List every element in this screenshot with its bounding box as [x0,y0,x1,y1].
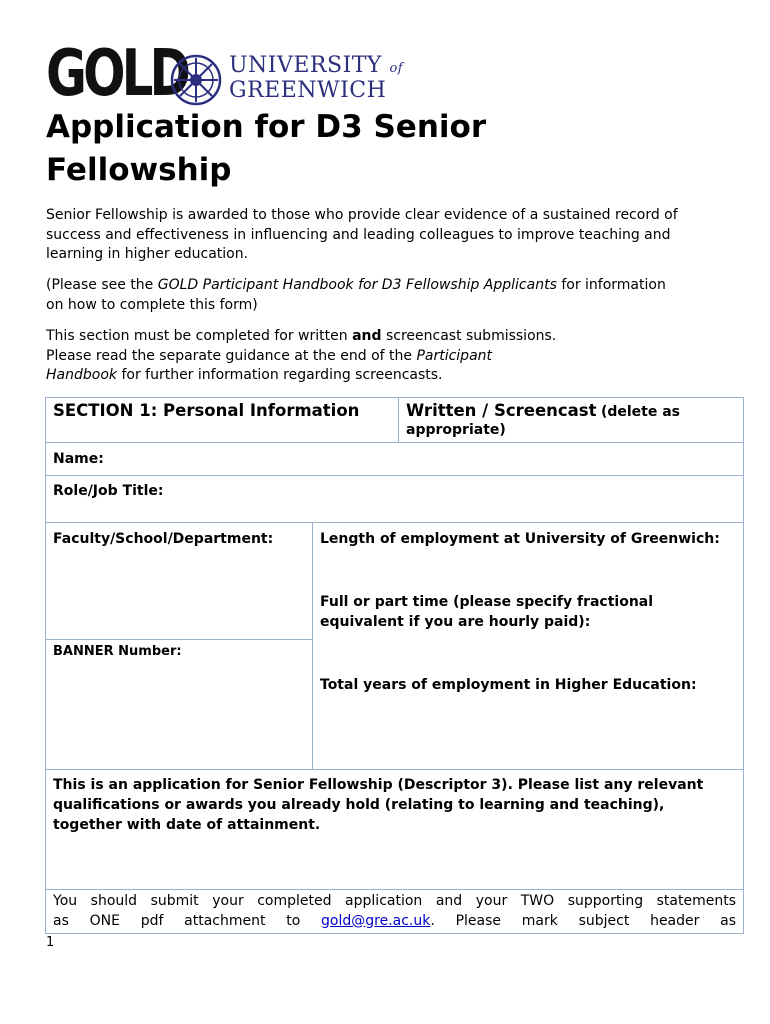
gold-logo: GOLD [46,37,188,111]
role-field[interactable]: Role/Job Title: [46,476,744,523]
submission-instructions: You should submit your completed application and your TWO supporting statements as ONE pdf attachment to gold@gre.ac.uk. Please mark subject header as [46,890,744,934]
submission-type-cell[interactable]: Written / Screencast (delete as appropriate) [399,398,744,443]
email-link[interactable]: gold@gre.ac.uk [321,912,431,929]
faculty-field[interactable]: Faculty/School/Department: [46,523,313,640]
personal-information-form [45,397,744,934]
employment-details-cell[interactable]: Length of employment at University of Greenwich: Full or part time (please specify fractional equivalent if you are hourly paid): Total years of employment in Higher Education: [313,523,744,770]
qualifications-field[interactable]: This is an application for Senior Fellowship (Descriptor 3). Please list any relevant qualifications or awards you already hold (relating to learning and teaching), together with date of attainment. [46,770,744,890]
handbook-note: (Please see the GOLD Participant Handbook for D3 Fellowship Applicants for information on how to complete this form) [46,277,666,313]
intro-paragraph: Senior Fellowship is awarded to those who provide clear evidence of a sustained record of success and effectiveness in influencing and leading colleagues to improve teaching and learning in higher education. [46,207,678,262]
university-name: UNIVERSITY of GREENWICH [229,53,404,103]
banner-number-field[interactable]: BANNER Number: [46,640,313,770]
name-field[interactable]: Name: [46,443,744,476]
page-number: 1 [46,935,55,950]
university-crest-icon [170,54,222,106]
page-title: Application for D3 Senior Fellowship [46,109,487,188]
screencast-note: This section must be completed for written and screencast submissions. Please read the separate guidance at the end of the Participant Handbook for further information regarding screencasts. [46,328,557,383]
section-header-cell: SECTION 1: Personal Information [46,398,399,443]
